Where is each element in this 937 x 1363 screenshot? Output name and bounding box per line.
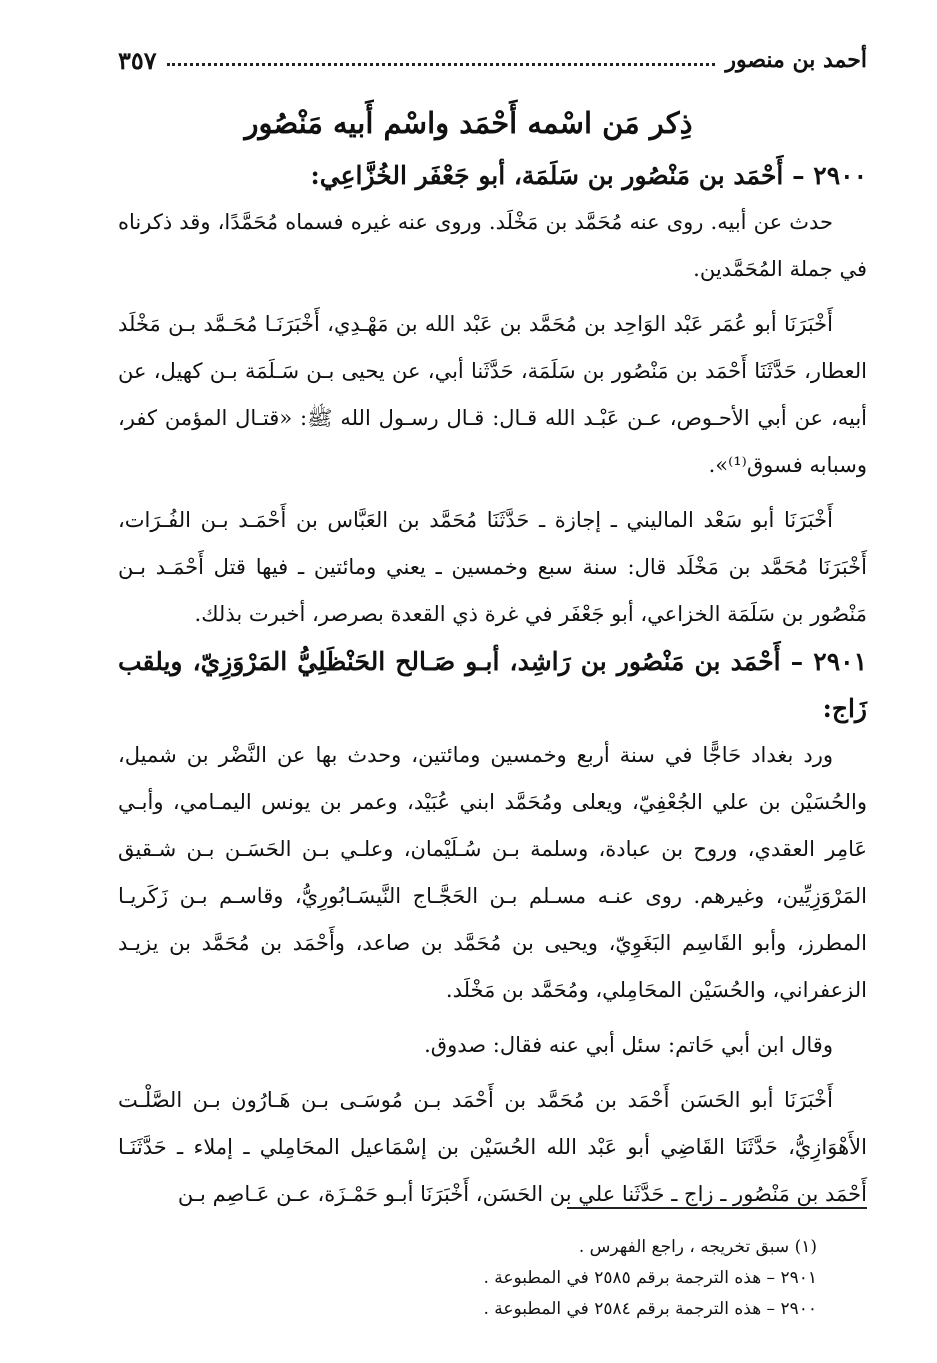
main-text [118, 152, 867, 1218]
footnotes [118, 1232, 817, 1325]
entry-heading: ٢٩٠٠ – أَحْمَد بن مَنْصُور بن سَلَمَة، أبو جَعْفَر الخُزَّاعِي: [310, 161, 867, 190]
paragraph: وقال ابن أبي حَاتم: سئل أبي عنه فقال: صدوق. [424, 1033, 833, 1057]
page-number: ٣٥٧ [118, 45, 157, 75]
footnote: (١) سبق تخريجه ، راجع الفهرس . [578, 1237, 817, 1257]
footnote: ٢٩٠١ – هذه الترجمة برقم ٢٥٨٥ في المطبوعة . [483, 1268, 817, 1288]
footnote: ٢٩٠٠ – هذه الترجمة برقم ٢٥٨٤ في المطبوعة . [483, 1299, 817, 1319]
paragraph: حدث عن أبيه. روى عنه مُحَمَّد بن مَخْلَد. وروى عنه غيره فسماه مُحَمَّدًا، وقد ذكرناه في جملة المُحَمَّدين. [118, 210, 867, 281]
page-header [118, 40, 867, 80]
dot-leader [167, 63, 716, 66]
running-title: أحمد بن منصور [725, 47, 867, 73]
section-title: ذِكر مَن اسْمه أَحْمَد واسْم أَبيه مَنْصُور [244, 106, 693, 140]
paragraph: أَخْبَرَنَا أبو الحَسَن أَحْمَد بن مُحَمَّد بن أَحْمَد بـن مُوسَـى بـن هَـارُون بـن الصَّلْـت الأَهْوَازِيُّ، حَدَّثَنَا القَاضِي أبو عَبْد الله الحُسَيْن بن إسْمَاعيل المحَامِلي ـ إملاء ـ حَدَّثَنَـا أَحْمَد بن مَنْصُور ـ زاج ـ حَدَّثَنا علي بن الحَسَن، أَخْبَرَنَا أبـو حَمْـزَة، عـن عَـاصِم بـن [118, 1088, 867, 1206]
paragraph: أَخْبَرَنَا أبو سَعْد الماليني ـ إجازة ـ حَدَّثَنَا مُحَمَّد بن العَبَّاس بن أَحْمَـد بـن الفُـرَات، أَخْبَرَنَا مُحَمَّد بن مَخْلَد قال: سنة سبع وخمسين ـ يعني ومائتين ـ فيها قتل أَحْمَـد بـن مَنْصُور بن سَلَمَة الخزاعي، أبو جَعْفَر في غرة ذي القعدة بصرصر، أخبرت بذلك. [118, 508, 867, 626]
footnote-divider [567, 1207, 867, 1209]
paragraph: أَخْبَرَنَا أبو عُمَر عَبْد الوَاحِد بن مُحَمَّد بن عَبْد الله بن مَهْـدِي، أَخْبَرَنَـا مُحَـمَّد بـن مَخْلَد العطار، حَدَّثَنَا أَحْمَد بن مَنْصُور بن سَلَمَة، حَدَّثَنا أبي، عن يحيى بـن سَـلَمَة بـن كهيل، عن أبيه، عن أبي الأحـوص، عـن عَبْـد الله قـال: قـال رسـول الله ﷺ: «قتـال المؤمن كفر، وسبابه فسوق⁽¹⁾». [118, 312, 867, 477]
paragraph: ورد بغداد حَاجًّا في سنة أربع وخمسين ومائتين، وحدث بها عن النَّضْر بن شميل، والحُسَيْن بن علي الجُعْفِيّ، ويعلى ومُحَمَّد ابني عُبَيْد، وعمر بن يونس اليمـامي، وأبـي عَامِر العقدي، وروح بن عبادة، وسلمة بـن سُـلَيْمان، وعلـي بـن الحَسَـن بـن شـقيق المَرْوَزِيِّين، وغيرهم. روى عنـه مسـلم بـن الحَجَّـاج النَّيسَـابُورِيُّ، وقاسـم بـن زَكَريـا المطرز، وأبو القَاسِم البَغَوِيّ، ويحيى بن مُحَمَّد بن صاعد، وأَحْمَد بن مُحَمَّد بن يزيـد الزعفراني، والحُسَيْن المحَامِلي، ومُحَمَّد بن مَخْلَد. [118, 743, 867, 1002]
entry-heading: ٢٩٠١ – أَحْمَد بن مَنْصُور بن رَاشِد، أبـو صَـالح الحَنْظَلِيُّ المَرْوَزِيّ، ويلقب زَاج: [118, 647, 867, 723]
